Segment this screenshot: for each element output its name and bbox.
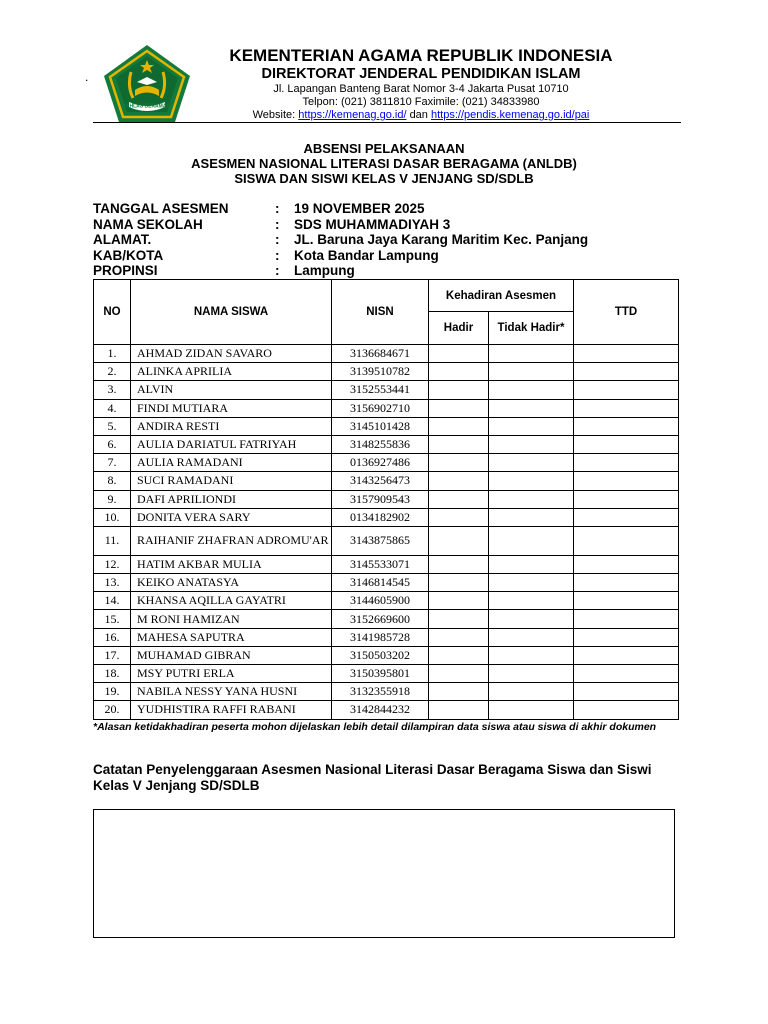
absent-cell[interactable] xyxy=(489,417,574,435)
row-number: 15. xyxy=(94,610,131,628)
attendance-table xyxy=(93,279,679,720)
meta-row-address xyxy=(93,232,693,248)
meta-label: PROPINSI xyxy=(93,263,158,278)
signature-cell[interactable] xyxy=(574,628,679,646)
row-number: 1. xyxy=(94,345,131,363)
signature-cell[interactable] xyxy=(574,665,679,683)
student-name: KHANSA AQILLA GAYATRI xyxy=(131,592,332,610)
present-cell[interactable] xyxy=(429,555,489,573)
absent-cell[interactable] xyxy=(489,399,574,417)
address-line: Jl. Lapangan Banteng Barat Nomor 3-4 Jakarta Pusat 10710 xyxy=(273,83,569,95)
row-number: 19. xyxy=(94,683,131,701)
stray-mark: . xyxy=(85,70,89,84)
student-nisn: 3141985728 xyxy=(332,628,429,646)
student-name: RAIHANIF ZHAFRAN ADROMU'AR xyxy=(131,526,332,555)
meta-row-province xyxy=(93,263,693,279)
present-cell[interactable] xyxy=(429,610,489,628)
link-separator: dan xyxy=(409,109,428,121)
present-cell[interactable] xyxy=(429,435,489,453)
present-cell[interactable] xyxy=(429,363,489,381)
signature-cell[interactable] xyxy=(574,381,679,399)
absent-cell[interactable] xyxy=(489,592,574,610)
table-row xyxy=(94,363,679,381)
meta-colon: : xyxy=(275,201,280,216)
signature-cell[interactable] xyxy=(574,646,679,664)
table-row xyxy=(94,345,679,363)
meta-colon: : xyxy=(275,232,280,247)
signature-cell[interactable] xyxy=(574,555,679,573)
signature-cell[interactable] xyxy=(574,363,679,381)
meta-label: NAMA SEKOLAH xyxy=(93,216,203,232)
signature-cell[interactable] xyxy=(574,417,679,435)
meta-value: JL. Baruna Jaya Karang Maritim Kec. Panjang xyxy=(294,232,589,247)
present-cell[interactable] xyxy=(429,574,489,592)
meta-colon: : xyxy=(275,263,280,278)
meta-value: Kota Bandar Lampung xyxy=(294,247,439,263)
notes-box[interactable] xyxy=(93,809,675,938)
emblem-motto: IKHLAS BERAMAL xyxy=(124,103,170,110)
student-name: ANDIRA RESTI xyxy=(131,417,332,435)
table-row xyxy=(94,472,679,490)
title-line-3: SISWA DAN SISWI KELAS V JENJANG SD/SDLB xyxy=(234,171,534,186)
student-nisn: 3156902710 xyxy=(332,399,429,417)
absent-cell[interactable] xyxy=(489,454,574,472)
row-number: 14. xyxy=(94,592,131,610)
student-name: AULIA RAMADANI xyxy=(131,454,332,472)
student-name: MSY PUTRI ERLA xyxy=(131,665,332,683)
signature-cell[interactable] xyxy=(574,454,679,472)
student-name: HATIM AKBAR MULIA xyxy=(131,555,332,573)
signature-cell[interactable] xyxy=(574,683,679,701)
meta-colon: : xyxy=(275,216,280,232)
row-number: 2. xyxy=(94,363,131,381)
table-row xyxy=(94,701,679,719)
present-cell[interactable] xyxy=(429,701,489,719)
footnote: *Alasan ketidakhadiran peserta mohon dijelaskan lebih detail dilampiran data siswa atau siswa di akhir dokumen xyxy=(93,721,657,733)
row-number: 3. xyxy=(94,381,131,399)
table-row xyxy=(94,508,679,526)
student-nisn: 3152553441 xyxy=(332,381,429,399)
row-number: 5. xyxy=(94,417,131,435)
table-row xyxy=(94,610,679,628)
meta-row-city xyxy=(93,248,693,264)
student-name: ALINKA APRILIA xyxy=(131,363,332,381)
student-name: NABILA NESSY YANA HUSNI xyxy=(131,683,332,701)
kemenag-link[interactable]: https://kemenag.go.id/ xyxy=(298,109,407,121)
title-line-2: ASESMEN NASIONAL LITERASI DASAR BERAGAMA (ANLDB) xyxy=(191,156,577,171)
letterhead-divider xyxy=(93,122,681,123)
absent-cell[interactable] xyxy=(489,363,574,381)
student-nisn: 3132355918 xyxy=(332,683,429,701)
row-number: 18. xyxy=(94,665,131,683)
table-row xyxy=(94,526,679,555)
student-name: SUCI RAMADANI xyxy=(131,472,332,490)
row-number: 8. xyxy=(94,472,131,490)
letterhead xyxy=(200,46,642,122)
student-nisn: 3136684671 xyxy=(332,345,429,363)
row-number: 13. xyxy=(94,574,131,592)
student-name: AULIA DARIATUL FATRIYAH xyxy=(131,435,332,453)
absent-cell[interactable] xyxy=(489,472,574,490)
student-nisn: 0134182902 xyxy=(332,508,429,526)
student-nisn: 3150503202 xyxy=(332,646,429,664)
student-nisn: 3144605900 xyxy=(332,592,429,610)
directorate-name: DIREKTORAT JENDERAL PENDIDIKAN ISLAM xyxy=(261,66,581,82)
header-no: NO xyxy=(94,280,131,345)
signature-cell[interactable] xyxy=(574,592,679,610)
absent-cell[interactable] xyxy=(489,435,574,453)
website-label: Website: xyxy=(252,109,296,121)
present-cell[interactable] xyxy=(429,592,489,610)
row-number: 9. xyxy=(94,490,131,508)
row-number: 6. xyxy=(94,435,131,453)
present-cell[interactable] xyxy=(429,665,489,683)
student-nisn: 3148255836 xyxy=(332,435,429,453)
absent-cell[interactable] xyxy=(489,555,574,573)
absent-cell[interactable] xyxy=(489,701,574,719)
absent-cell[interactable] xyxy=(489,526,574,555)
meta-row-date xyxy=(93,201,693,217)
absent-cell[interactable] xyxy=(489,610,574,628)
student-nisn: 3143875865 xyxy=(332,526,429,555)
absent-cell[interactable] xyxy=(489,574,574,592)
table-row xyxy=(94,665,679,683)
table-row xyxy=(94,417,679,435)
student-name: ALVIN xyxy=(131,381,332,399)
present-cell[interactable] xyxy=(429,417,489,435)
row-number: 11. xyxy=(94,526,131,555)
row-number: 7. xyxy=(94,454,131,472)
header-present: Hadir xyxy=(429,312,489,345)
student-nisn: 3146814545 xyxy=(332,574,429,592)
pendis-link[interactable]: https://pendis.kemenag.go.id/pai xyxy=(430,109,590,121)
student-nisn: 3142844232 xyxy=(332,701,429,719)
meta-label: KAB/KOTA xyxy=(93,247,164,263)
row-number: 20. xyxy=(94,701,131,719)
row-number: 10. xyxy=(94,508,131,526)
present-cell[interactable] xyxy=(429,345,489,363)
table-row xyxy=(94,399,679,417)
document-title xyxy=(93,141,675,186)
header-nisn: NISN xyxy=(332,280,429,345)
student-nisn: 3152669600 xyxy=(332,610,429,628)
meta-label: ALAMAT. xyxy=(93,232,152,247)
meta-colon: : xyxy=(275,247,280,263)
table-row xyxy=(94,435,679,453)
kemenag-emblem-icon xyxy=(101,44,193,124)
header-attendance: Kehadiran Asesmen xyxy=(429,280,574,312)
website-line xyxy=(200,109,642,122)
phone-line: Telpon: (021) 3811810 Faximile: (021) 34833980 xyxy=(302,96,540,108)
present-cell[interactable] xyxy=(429,454,489,472)
signature-cell[interactable] xyxy=(574,701,679,719)
signature-cell[interactable] xyxy=(574,574,679,592)
absent-cell[interactable] xyxy=(489,683,574,701)
present-cell[interactable] xyxy=(429,490,489,508)
absent-cell[interactable] xyxy=(489,345,574,363)
meta-label: TANGGAL ASESMEN xyxy=(93,201,229,216)
signature-cell[interactable] xyxy=(574,508,679,526)
meta-value: SDS MUHAMMADIYAH 3 xyxy=(294,216,451,232)
signature-cell[interactable] xyxy=(574,399,679,417)
header-signature: TTD xyxy=(574,280,679,345)
signature-cell[interactable] xyxy=(574,490,679,508)
student-name: AHMAD ZIDAN SAVARO xyxy=(131,345,332,363)
present-cell[interactable] xyxy=(429,646,489,664)
signature-cell[interactable] xyxy=(574,472,679,490)
student-nisn: 0136927486 xyxy=(332,454,429,472)
signature-cell[interactable] xyxy=(574,435,679,453)
table-row xyxy=(94,592,679,610)
meta-row-school xyxy=(93,217,693,233)
absent-cell[interactable] xyxy=(489,490,574,508)
row-number: 12. xyxy=(94,555,131,573)
present-cell[interactable] xyxy=(429,683,489,701)
table-row xyxy=(94,555,679,573)
meta-value: Lampung xyxy=(294,263,355,278)
student-name: FINDI MUTIARA xyxy=(131,399,332,417)
assessment-info xyxy=(93,201,693,279)
present-cell[interactable] xyxy=(429,526,489,555)
table-row xyxy=(94,683,679,701)
row-number: 16. xyxy=(94,628,131,646)
absent-cell[interactable] xyxy=(489,665,574,683)
title-line-1: ABSENSI PELAKSANAAN xyxy=(303,141,465,156)
header-absent: Tidak Hadir* xyxy=(489,312,574,345)
header-name: NAMA SISWA xyxy=(131,280,332,345)
meta-value: 19 NOVEMBER 2025 xyxy=(294,201,425,216)
student-nisn: 3143256473 xyxy=(332,472,429,490)
notes-heading: Catatan Penyelenggaraan Asesmen Nasional Literasi Dasar Beragama Siswa dan Siswi Kelas V Jenjang SD/SDLB xyxy=(93,762,652,793)
table-row xyxy=(94,574,679,592)
student-name: DAFI APRILIONDI xyxy=(131,490,332,508)
signature-cell[interactable] xyxy=(574,610,679,628)
student-nisn: 3139510782 xyxy=(332,363,429,381)
present-cell[interactable] xyxy=(429,628,489,646)
absent-cell[interactable] xyxy=(489,628,574,646)
absent-cell[interactable] xyxy=(489,381,574,399)
student-name: M RONI HAMIZAN xyxy=(131,610,332,628)
student-nisn: 3150395801 xyxy=(332,665,429,683)
row-number: 17. xyxy=(94,646,131,664)
student-name: DONITA VERA SARY xyxy=(131,508,332,526)
student-nisn: 3145101428 xyxy=(332,417,429,435)
table-row xyxy=(94,381,679,399)
present-cell[interactable] xyxy=(429,508,489,526)
student-name: MUHAMAD GIBRAN xyxy=(131,646,332,664)
present-cell[interactable] xyxy=(429,472,489,490)
table-row xyxy=(94,454,679,472)
row-number: 4. xyxy=(94,399,131,417)
signature-cell[interactable] xyxy=(574,526,679,555)
student-name: KEIKO ANATASYA xyxy=(131,574,332,592)
absent-cell[interactable] xyxy=(489,508,574,526)
student-nisn: 3157909543 xyxy=(332,490,429,508)
student-name: MAHESA SAPUTRA xyxy=(131,628,332,646)
student-name: YUDHISTIRA RAFFI RABANI xyxy=(131,701,332,719)
student-nisn: 3145533071 xyxy=(332,555,429,573)
table-row xyxy=(94,628,679,646)
ministry-name: KEMENTERIAN AGAMA REPUBLIK INDONESIA xyxy=(229,46,613,65)
signature-cell[interactable] xyxy=(574,345,679,363)
present-cell[interactable] xyxy=(429,399,489,417)
table-row xyxy=(94,490,679,508)
present-cell[interactable] xyxy=(429,381,489,399)
absent-cell[interactable] xyxy=(489,646,574,664)
table-row xyxy=(94,646,679,664)
